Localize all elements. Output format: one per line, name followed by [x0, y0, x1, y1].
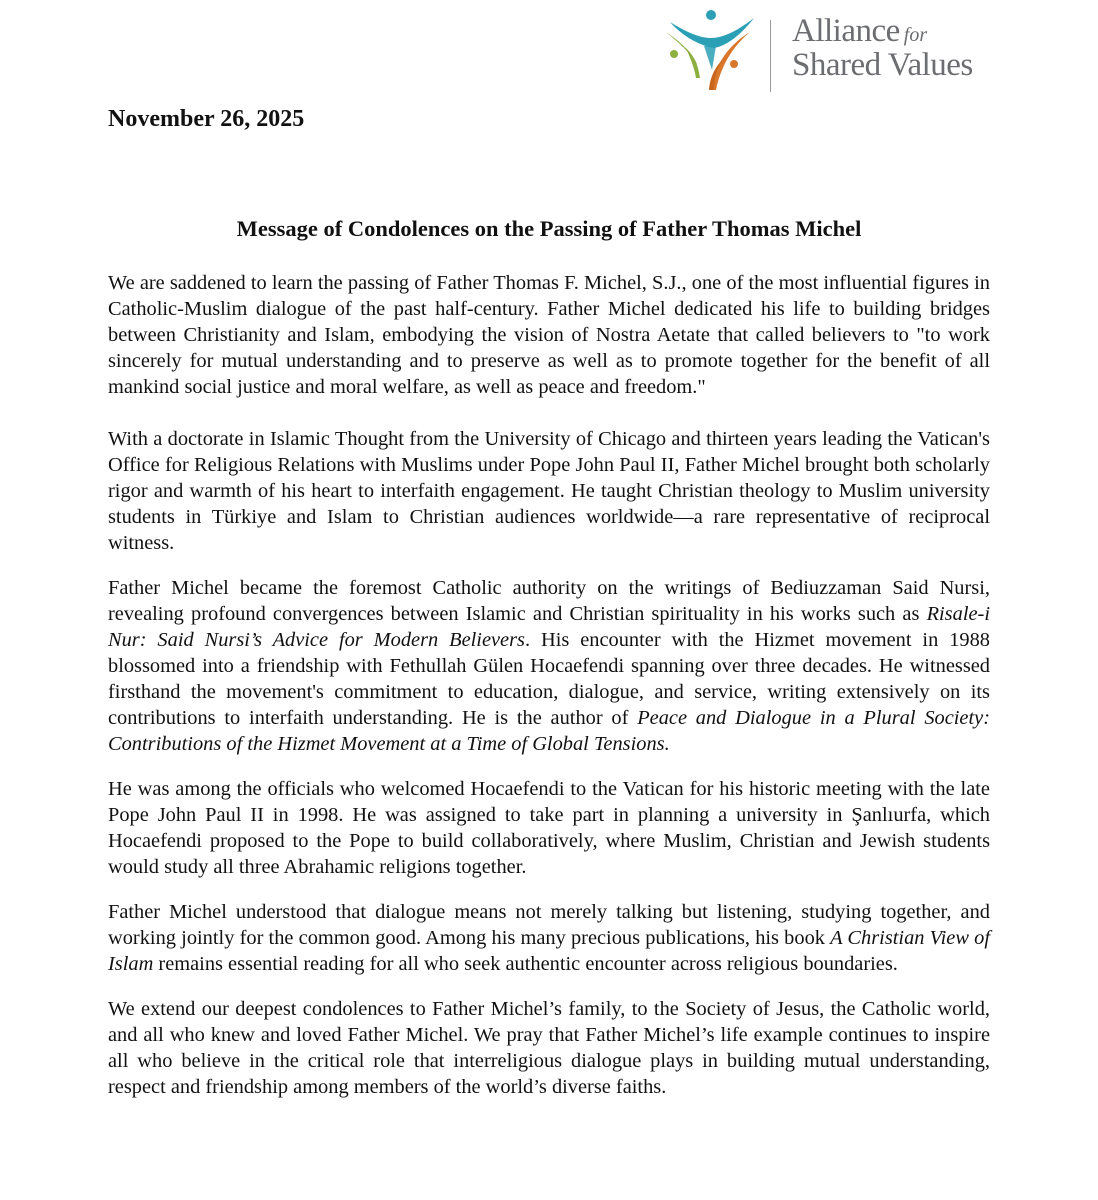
logo-wordmark	[792, 13, 973, 83]
page-title: Message of Condolences on the Passing of Father Thomas Michel	[236, 216, 862, 241]
book-title-risale-i-nur: Risale-i Nur: Said Nursi’s Advice for Modern Believers	[108, 603, 990, 651]
figures-logo-icon	[664, 8, 764, 96]
letter-body	[108, 270, 990, 1100]
paragraph-5	[108, 899, 990, 977]
organization-logo	[664, 8, 1004, 96]
book-title-peace-and-dialogue: Peace and Dialogue in a Plural Society: Contributions of the Hizmet Movement at a Time of Global Tensions.	[108, 707, 990, 755]
paragraph-1: We are saddened to learn the passing of Father Thomas F. Michel, S.J., one of the most influential figures in Catholic-Muslim dialogue of the past half-century. Father Michel dedicated his life to building bridges between Christianity and Islam, embodying the vision of Nostra Aetate that called believers to "to work sincerely for mutual understanding and to preserve as well as to promote together for the benefit of all mankind social justice and moral welfare, as well as peace and freedom."	[108, 272, 990, 398]
logo-name-alliance: Alliance	[792, 13, 900, 49]
paragraph-5-text-a: Father Michel understood that dialogue means not merely talking but listening, studying together, and working jointly for the common good. Among his many precious publications, his book	[108, 901, 990, 949]
paragraph-3-text-b: . His encounter with the Hizmet movement in 1988 blossomed into a friendship with Fethullah Gülen Hocaefendi spanning over three decades. He witnessed firsthand the movement's commitment to education, dialogue, and service, writing extensively on its contributions to interfaith understanding. He is the author of	[108, 629, 990, 729]
letter-date: November 26, 2025	[108, 106, 305, 132]
logo-name-shared-values: Shared Values	[792, 47, 973, 83]
logo-divider	[770, 20, 771, 92]
paragraph-2: With a doctorate in Islamic Thought from the University of Chicago and thirteen years leading the Vatican's Office for Religious Relations with Muslims under Pope John Paul II, Father Michel brought both scholarly rigor and warmth of his heart to interfaith engagement. He taught Christian theology to Muslim university students in Türkiye and Islam to Christian audiences worldwide—a rare representative of reciprocal witness.	[108, 428, 990, 554]
paragraph-6: We extend our deepest condolences to Father Michel’s family, to the Society of Jesus, the Catholic world, and all who knew and loved Father Michel. We pray that Father Michel’s life example continues to inspire all who believe in the critical role that interreligious dialogue plays in building mutual understanding, respect and friendship among members of the world’s diverse faiths.	[108, 998, 990, 1098]
paragraph-4: He was among the officials who welcomed Hocaefendi to the Vatican for his historic meeting with the late Pope John Paul II in 1998. He was assigned to take part in planning a university in Şanlıurfa, which Hocaefendi proposed to the Pope to build collaboratively, where Muslim, Christian and Jewish students would study all three Abrahamic religions together.	[108, 778, 990, 878]
paragraph-3-text-a: Father Michel became the foremost Catholic authority on the writings of Bediuzzaman Said Nursi, revealing profound convergences between Islamic and Christian spirituality in his works such as	[108, 577, 990, 625]
paragraph-3	[108, 575, 990, 757]
paragraph-5-text-b: remains essential reading for all who seek authentic encounter across religious boundaries.	[153, 953, 898, 975]
book-title-christian-view-of-islam: A Christian View of Islam	[108, 927, 990, 975]
logo-name-for: for	[903, 24, 928, 46]
